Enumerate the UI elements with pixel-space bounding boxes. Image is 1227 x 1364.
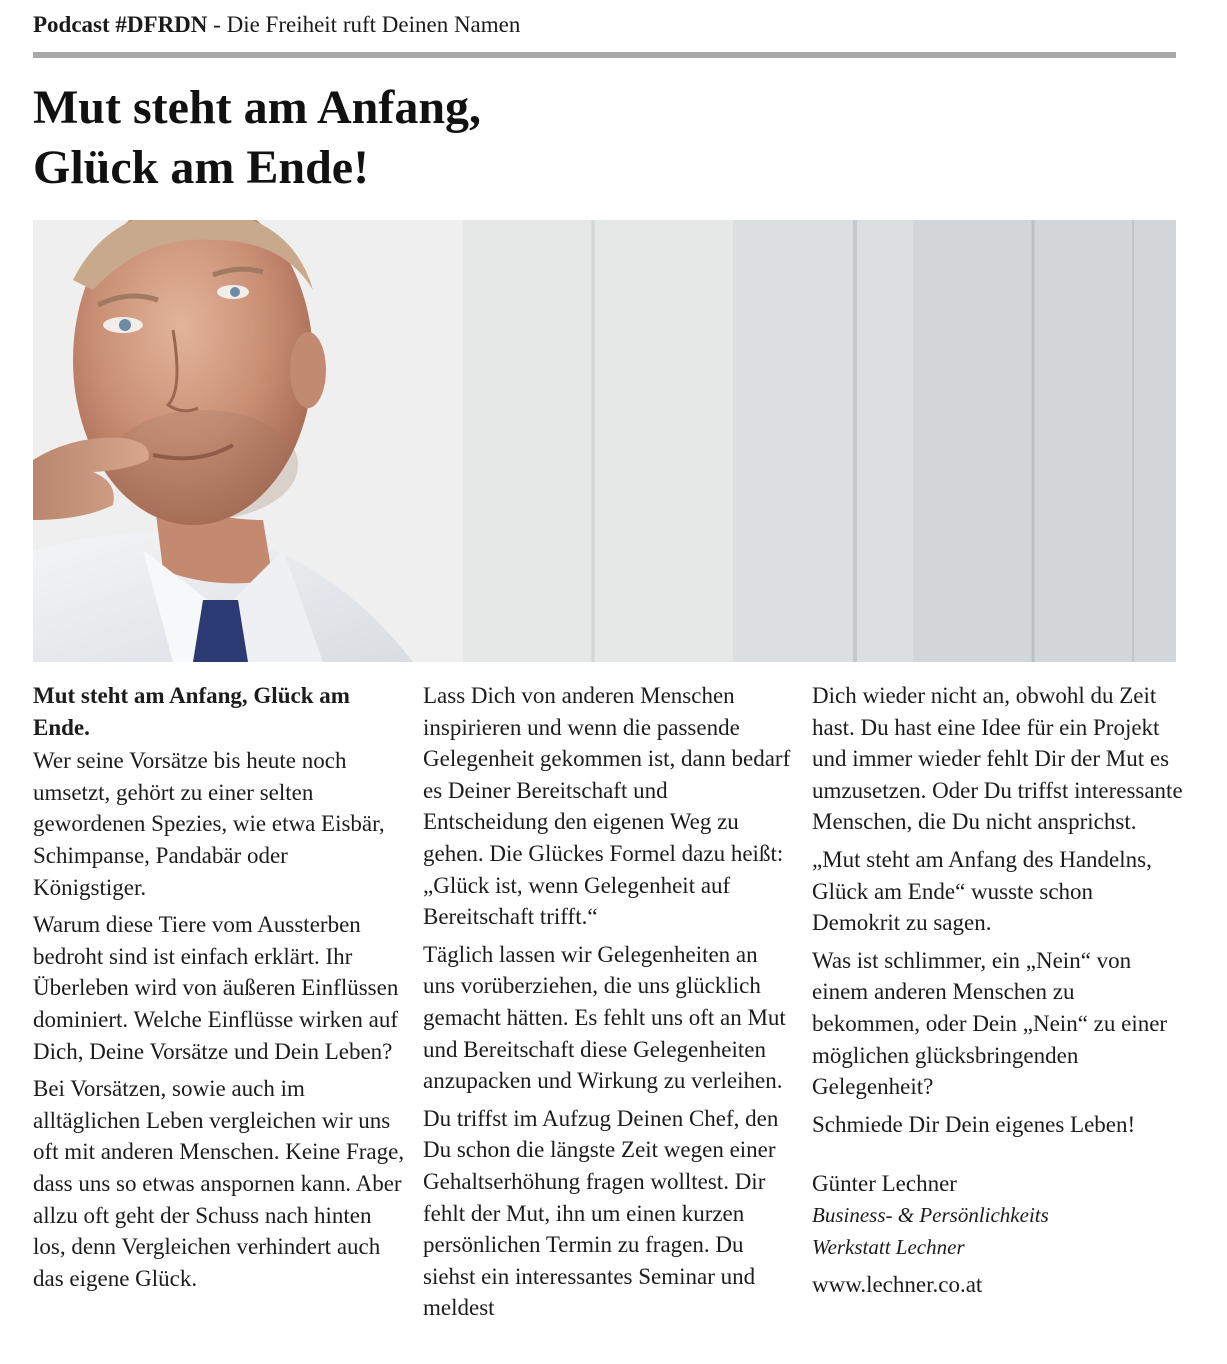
- header-separator: -: [207, 12, 227, 37]
- paragraph: Bei Vorsätzen, sowie auch im alltäglichen Leben vergleichen wir uns oft mit anderen Menschen. Keine Frage, dass uns so etwas anspornen kann. Aber allzu oft geht der Schuss nach hinten los, denn Vergleichen verhindert auch das eigene Glück.: [33, 1076, 405, 1291]
- article-headline: [33, 78, 481, 198]
- podcast-title: Die Freiheit ruft Deinen Namen: [226, 12, 521, 37]
- podcast-header: [33, 10, 520, 40]
- headline-line-2: Glück am Ende!: [33, 141, 370, 194]
- article-column-2: [423, 680, 795, 1330]
- lead-heading: Mut steht am Anfang, Glück am Ende.: [33, 683, 350, 740]
- author-website-link[interactable]: www.lechner.co.at: [812, 1272, 983, 1298]
- paragraph: Du triffst im Aufzug Deinen Chef, den Du schon die längste Zeit wegen einer Gehaltserhöhung fragen wolltest. Dir fehlt der Mut, ihn um einen kurzen persönlichen Termin zu fragen. Du siehst ein interessantes Seminar und meldest: [423, 1105, 779, 1321]
- author-name: Günter Lechner: [812, 1171, 957, 1197]
- signature-spacer: [812, 1146, 1184, 1168]
- paragraph: „Mut steht am Anfang des Handelns, Glück am Ende“ wusste schon Demokrit zu sagen.: [812, 846, 1152, 936]
- paragraph: Dich wieder nicht an, obwohl du Zeit hast. Du hast eine Idee für ein Projekt und immer wieder fehlt Dir der Mut es umzusetzen. Oder Du triffst interessante Menschen, die Du nicht ansprichst.: [812, 683, 1183, 835]
- paragraph: Warum diese Tiere vom Aussterben bedroht sind ist einfach erklärt. Ihr Überleben wird von äußeren Einflüssen dominiert. Welche Einflüsse wirken auf Dich, Deine Vorsätze und Dein Leben?: [33, 912, 399, 1064]
- article-column-1: [33, 680, 405, 1300]
- paragraph: Täglich lassen wir Gelegenheiten an uns vorüberziehen, die uns glücklich gemacht hätten. Es fehlt uns oft an Mut und Bereitschaft diese Gelegenheiten anzupacken und Wirkung zu verleihen.: [423, 941, 786, 1094]
- header-divider: [33, 52, 1176, 58]
- author-role-line-1: Business- & Persönlichkeits: [812, 1202, 1049, 1227]
- headline-line-1: Mut steht am Anfang,: [33, 81, 482, 134]
- paragraph: Lass Dich von anderen Menschen inspirieren und wenn die passende Gelegenheit gekommen ist, dann bedarf es Deiner Bereitschaft und Entscheidung den eigenen Weg zu gehen. Die Glückes Formel dazu heißt: „Glück ist, wenn Gelegenheit auf Bereitschaft trifft.“: [423, 683, 791, 930]
- closing-line: Schmiede Dir Dein eigenes Leben!: [812, 1111, 1136, 1137]
- author-photo: [33, 220, 1176, 662]
- author-role-line-2: Werkstatt Lechner: [812, 1234, 965, 1259]
- podcast-label: Podcast #DFRDN: [33, 12, 208, 37]
- paragraph: Wer seine Vorsätze bis heute noch umsetzt, gehört zu einer selten gewordenen Spezies, wie etwa Eisbär, Schimpanse, Pandabär oder Königstiger.: [33, 748, 385, 900]
- paragraph: Was ist schlimmer, ein „Nein“ von einem anderen Menschen zu bekommen, oder Dein „Nein“ zu einer möglichen glücksbringenden Gelegenheit?: [812, 947, 1168, 1100]
- article-column-3: [812, 680, 1184, 1301]
